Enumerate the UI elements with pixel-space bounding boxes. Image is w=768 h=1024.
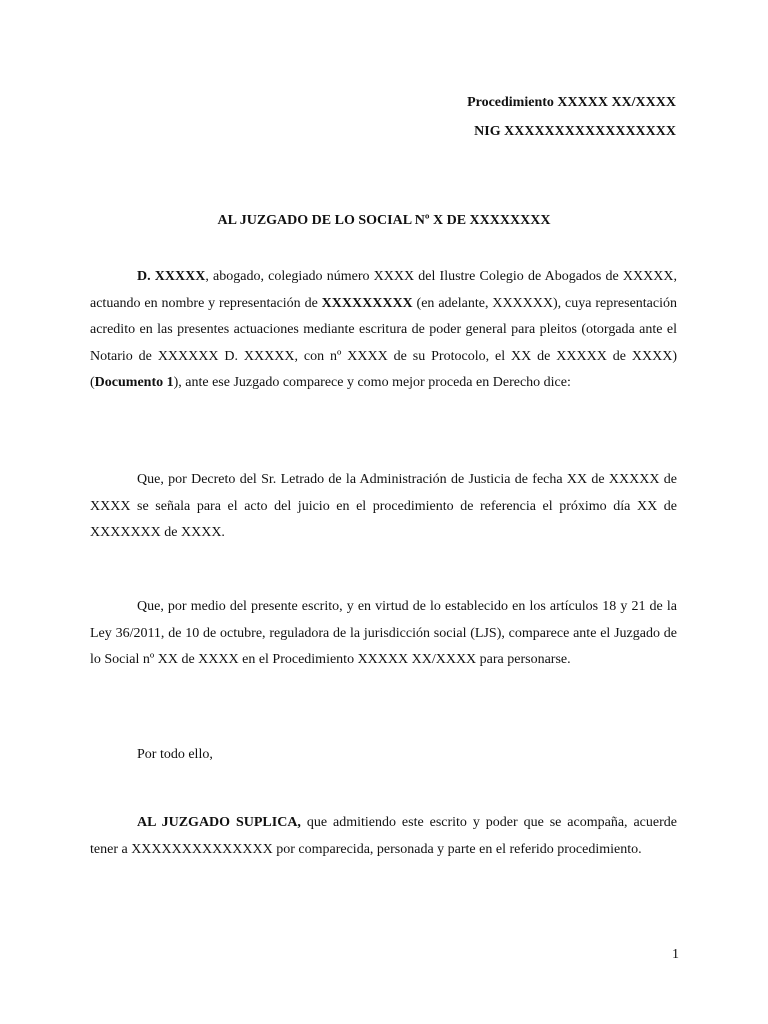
request-lead: AL JUZGADO SUPLICA,	[137, 815, 301, 830]
paragraph-text: ), ante ese Juzgado comparece y como mejor proceda en Derecho dice:	[173, 375, 571, 391]
paragraph-appearance	[90, 264, 677, 397]
paragraph-decree: Que, por Decreto del Sr. Letrado de la Administración de Justicia de fecha XX de XXXXX de XXXX se señala para el acto del juicio en el procedimiento de referencia el próximo día XX de XXXXXXX de XXXX.	[90, 472, 677, 541]
client-name: XXXXXXXXX	[321, 295, 413, 311]
procedure-number: Procedimiento XXXXX XX/XXXX	[467, 95, 676, 110]
document-title: AL JUZGADO DE LO SOCIAL Nº X DE XXXXXXXX	[217, 213, 551, 228]
paragraph-legal-basis: Que, por medio del presente escrito, y en virtud de lo establecido en los artículos 18 y 21 de la Ley 36/2011, de 10 de octubre, reguladora de la jurisdicción social (LJS), comparece ante el Juzgado de lo Social nº XX de XXXX en el Procedimiento XXXXX XX/XXXX para personarse.	[90, 599, 677, 668]
paragraph-text: , abogado, colegiado número XXXX del Ilustre Colegio de Abogados de XXXXX, actuando en nombre y representación de	[90, 269, 677, 311]
lawyer-name: D. XXXXX	[137, 269, 206, 284]
nig-number: NIG XXXXXXXXXXXXXXXXX	[474, 124, 676, 139]
paragraph-conclusion: Por todo ello,	[137, 747, 213, 762]
page-number: 1	[672, 947, 679, 962]
paragraph-text: (en adelante, XXXXXX), cuya representación acredito en las presentes actuaciones mediante escritura de poder general para pleitos (otorgada ante el Notario de XXXXXX D. XXXXX, con nº XXXX de su Protocolo, el XX de XXXXX de XXXX) (	[90, 295, 677, 391]
paragraph-request	[90, 810, 677, 863]
document-reference: Documento 1	[94, 375, 174, 391]
request-text: que admitiendo este escrito y poder que se acompaña, acuerde tener a XXXXXXXXXXXXXX por comparecida, personada y parte en el referido procedimiento.	[90, 815, 677, 857]
